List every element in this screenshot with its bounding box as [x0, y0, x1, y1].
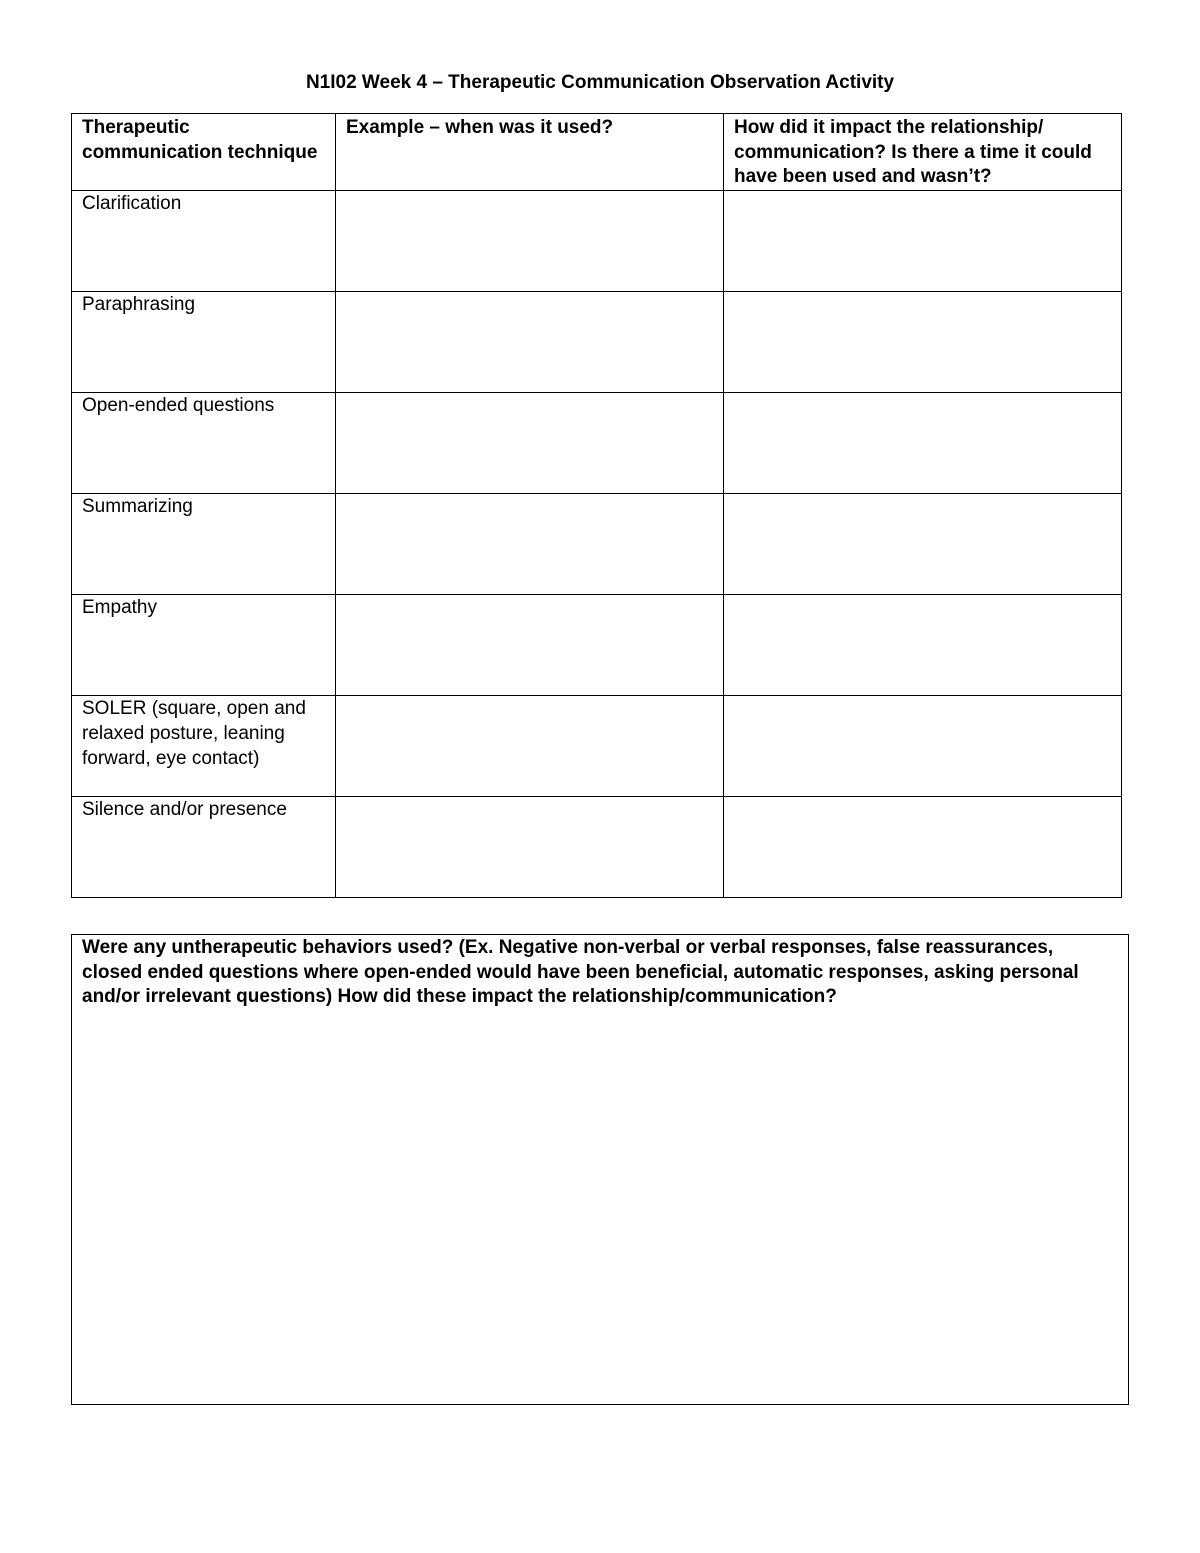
impact-cell[interactable]	[724, 494, 1122, 595]
technique-cell: SOLER (square, open and relaxed posture, leaning forward, eye contact)	[72, 696, 336, 797]
example-cell[interactable]	[336, 191, 724, 292]
table-row	[72, 393, 1122, 494]
table-row	[72, 191, 1122, 292]
technique-cell: Paraphrasing	[72, 292, 336, 393]
header-technique: Therapeutic communication technique	[72, 114, 336, 191]
example-cell[interactable]	[336, 797, 724, 898]
impact-cell[interactable]	[724, 595, 1122, 696]
impact-cell[interactable]	[724, 292, 1122, 393]
example-cell[interactable]	[336, 696, 724, 797]
technique-cell: Open-ended questions	[72, 393, 336, 494]
technique-cell: Summarizing	[72, 494, 336, 595]
impact-cell[interactable]	[724, 393, 1122, 494]
table-row	[72, 292, 1122, 393]
example-cell[interactable]	[336, 595, 724, 696]
technique-cell: Empathy	[72, 595, 336, 696]
example-cell[interactable]	[336, 393, 724, 494]
observation-table	[71, 113, 1122, 898]
table-row	[72, 494, 1122, 595]
example-cell[interactable]	[336, 292, 724, 393]
impact-cell[interactable]	[724, 696, 1122, 797]
technique-cell: Silence and/or presence	[72, 797, 336, 898]
untherapeutic-prompt: Were any untherapeutic behaviors used? (Ex. Negative non-verbal or verbal responses, false reassurances, closed ended questions where open-ended would have been beneficial, automatic responses, asking personal and/or irrelevant questions) How did these impact the relationship/communication?	[82, 937, 1079, 1008]
table-header-row	[72, 114, 1122, 191]
table-row	[72, 797, 1122, 898]
page-title: N1I02 Week 4 – Therapeutic Communication Observation Activity	[305, 72, 895, 93]
technique-cell: Clarification	[72, 191, 336, 292]
untherapeutic-behaviors-box	[71, 934, 1129, 1405]
example-cell[interactable]	[336, 494, 724, 595]
table-row	[72, 595, 1122, 696]
impact-cell[interactable]	[724, 797, 1122, 898]
impact-cell[interactable]	[724, 191, 1122, 292]
header-example: Example – when was it used?	[336, 114, 724, 191]
table-row	[72, 696, 1122, 797]
header-impact: How did it impact the relationship/ communication? Is there a time it could have been used and wasn’t?	[724, 114, 1122, 191]
untherapeutic-response-area[interactable]	[72, 1010, 1128, 1370]
